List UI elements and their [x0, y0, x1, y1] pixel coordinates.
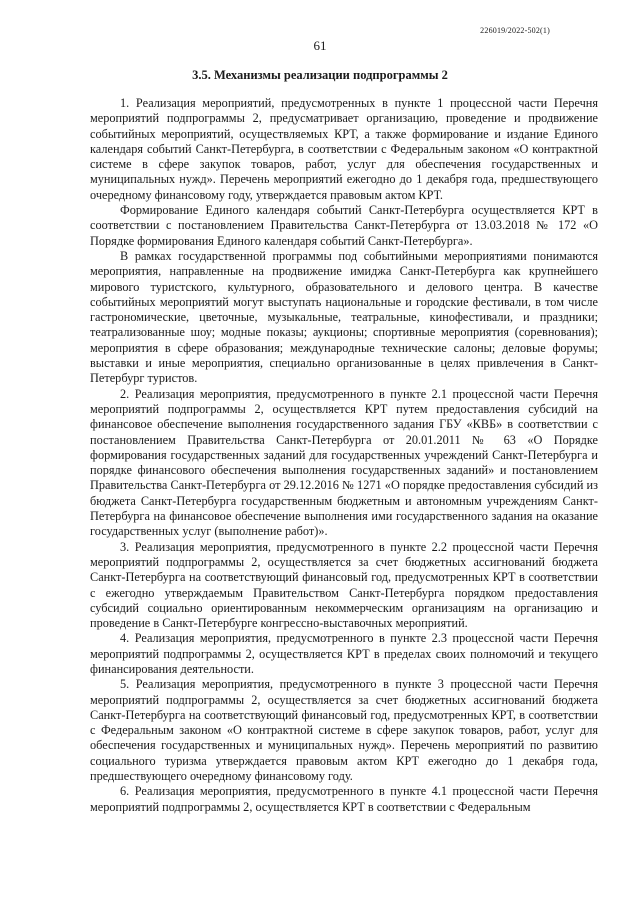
section-title: 3.5. Механизмы реализации подпрограммы 2 — [192, 68, 448, 82]
paragraph-events-definition: В рамках государственной программы под событийными мероприятиями понимаются мероприятия, направленные на продвижение имиджа Санкт-Петербурга как крупнейшего мирового туристского, культурного, образовательного и делового центра. В качестве событийных мероприятий могут выступать национальные и городские фестивали, в том числе гастрономические, цветочные, музыкальные, театральные, кинофестивали, и праздники; театрализованные шоу; модные показы; аукционы; спортивные мероприятия (соревнования); мероприятия в сфере образования; международные технические салоны; деловые форумы; выставки и иные мероприятия, специально организованные в целях привлечения в Санкт-Петербург туристов. — [90, 248, 598, 386]
page-number: 61 — [313, 38, 327, 53]
paragraph-item-3: 3. Реализация мероприятия, предусмотренного в пункте 2.2 процессной части Перечня мероприятий подпрограммы 2, осуществляется за счет бюджетных ассигнований бюджета Санкт-Петербурга на соответствующий финансовый год, предусмотренных КРТ в соответствии с ежегодно утверждаемым Правительством Санкт-Петербурга порядком предоставления субсидий социально ориентированным некоммерческим организациям на организацию и проведение в Санкт-Петербурге конгрессно-выставочных мероприятий. — [90, 539, 598, 631]
paragraph-item-1: 1. Реализация мероприятий, предусмотренных в пункте 1 процессной части Перечня мероприятий подпрограммы 2, предусматривает организацию, проведение и продвижение событийных мероприятий, осуществляемых КРТ, а также формирование и издание Единого календаря событий Санкт-Петербурга, в соответствии с Федеральным законом «О контрактной системе в сфере закупок товаров, работ, услуг для обеспечения государственных и муниципальных нужд». Перечень мероприятий ежегодно до 1 декабря года, предшествующего очередному финансовому году, утверждается правовым актом КРТ. — [90, 96, 598, 202]
paragraph-item-5: 5. Реализация мероприятия, предусмотренного в пункте 3 процессной части Перечня мероприятий подпрограммы 2, осуществляется за счет бюджетных ассигнований бюджета Санкт-Петербурга на соответствующий финансовый год, предусмотренных КРТ, в соответствии с Федеральным законом «О контрактной системе в сфере закупок товаров, работ, услуг для обеспечения государственных и муниципальных нужд». Перечень мероприятий по развитию социального туризма утверждается правовым актом КРТ ежегодно до 1 декабря года, предшествующего очередному финансовому году. — [90, 677, 598, 784]
paragraph-item-4: 4. Реализация мероприятия, предусмотренного в пункте 2.3 процессной части Перечня мероприятий подпрограммы 2, осуществляется КРТ в пределах своих полномочий и текущего финансирования деятельности. — [90, 631, 598, 676]
paragraph-item-6: 6. Реализация мероприятия, предусмотренного в пункте 4.1 процессной части Перечня мероприятий подпрограммы 2, осуществляется КРТ в соответствии с Федеральным — [90, 784, 598, 814]
document-body — [90, 96, 598, 815]
document-registration-code: 226019/2022-502(1) — [480, 26, 550, 35]
paragraph-calendar: Формирование Единого календаря событий Санкт-Петербурга осуществляется КРТ в соответствии с постановлением Правительства Санкт-Петербурга от 13.03.2018 № 172 «О Порядке формирования Единого календаря событий Санкт-Петербурга». — [90, 203, 598, 248]
paragraph-item-2: 2. Реализация мероприятия, предусмотренного в пункте 2.1 процессной части Перечня мероприятий подпрограммы 2, осуществляется КРТ путем предоставления субсидий на финансовое обеспечение выполнения государственного задания ГБУ «КВБ» в соответствии с постановлением Правительства Санкт-Петербурга от 20.01.2011 № 63 «О Порядке формирования государственных заданий для государственных учреждений Санкт-Петербурга и порядке финансового обеспечения выполнения государственных заданий» и постановлением Правительства Санкт-Петербурга от 29.12.2016 № 1271 «О порядке предоставления субсидий из бюджета Санкт-Петербурга государственным бюджетным и автономным учреждениям Санкт-Петербурга на финансовое обеспечение выполнения ими государственного задания на оказание государственных услуг (выполнение работ)». — [90, 386, 598, 539]
